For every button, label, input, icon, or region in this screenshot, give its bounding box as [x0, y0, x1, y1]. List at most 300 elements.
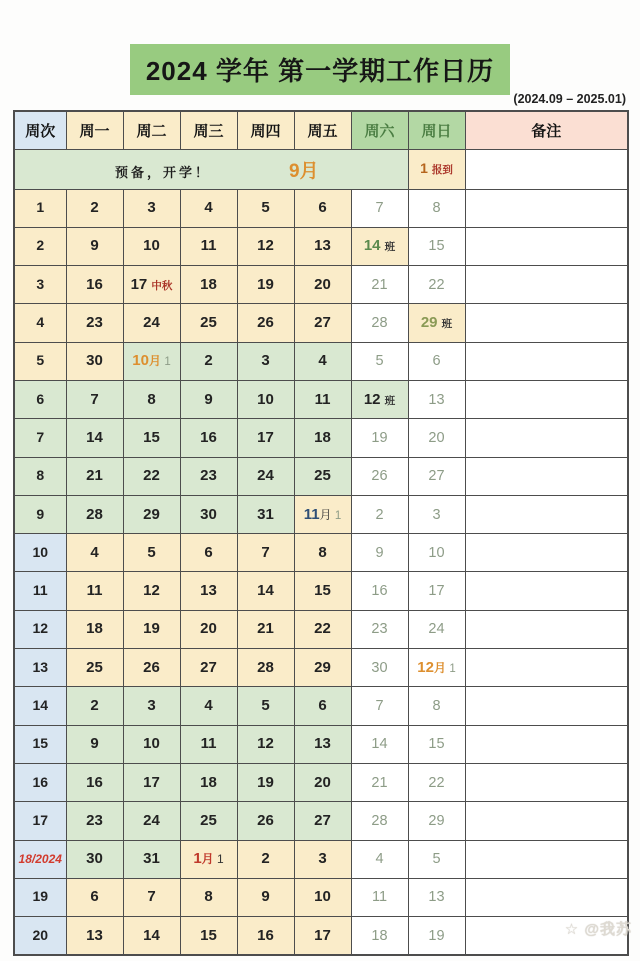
cell-text: 13 [32, 658, 49, 675]
cell-text: 5 [432, 851, 441, 868]
cell-text: 21 [257, 620, 274, 638]
cell-text: 2 [90, 697, 99, 714]
remark-cell [465, 725, 628, 763]
day-cell [66, 572, 123, 610]
cell-text: 7 [261, 543, 270, 561]
day-cell [294, 649, 351, 687]
day-cell [123, 266, 180, 304]
day-cell [180, 266, 237, 304]
cell-text: 10 [257, 390, 274, 408]
watermark-logo-icon: ☆ [564, 921, 580, 938]
day-cell [66, 917, 123, 955]
page-title: 2024 学年 第一学期工作日历 [130, 44, 510, 95]
day-cell [180, 534, 237, 572]
week-number-cell [14, 342, 66, 380]
week-number-cell [14, 534, 66, 572]
day-cell [237, 878, 294, 916]
header-label: 周二 [136, 122, 167, 140]
cell-text: 4 [375, 851, 384, 868]
cell-text: 11 [314, 390, 331, 408]
day-cell [408, 495, 465, 533]
week-row [14, 917, 628, 955]
day-cell [237, 840, 294, 878]
week-number-cell [14, 189, 66, 227]
day-cell [294, 227, 351, 265]
cell-text: 20 [428, 429, 445, 446]
week-row [14, 649, 628, 687]
week-row [14, 495, 628, 533]
day-cell [351, 227, 408, 265]
day-cell [408, 419, 465, 457]
day-cell [237, 610, 294, 648]
watermark [565, 918, 632, 939]
day-cell [351, 840, 408, 878]
cell-text: 13 [428, 889, 445, 906]
day-cell [123, 840, 180, 878]
day-cell [237, 917, 294, 955]
cell-text: 28 [371, 812, 388, 829]
remark-cell [465, 802, 628, 840]
cell-text: 9 [36, 505, 45, 522]
cell-text: 17 [130, 275, 152, 293]
cell-text: 16 [86, 773, 103, 791]
cell-text: 2 [90, 199, 99, 217]
cell-text: 13 [314, 237, 331, 255]
header-label: 周四 [250, 122, 281, 140]
cell-text: 3 [147, 199, 156, 217]
cell-text: 19 [371, 429, 388, 446]
cell-text: 4 [318, 352, 327, 370]
cell-text: 11 [371, 889, 388, 906]
cell-text: 10 [143, 735, 160, 753]
cell-text: 16 [257, 926, 274, 944]
day-cell [123, 419, 180, 457]
cell-text: 班 [441, 318, 453, 331]
day-cell [123, 802, 180, 840]
day-cell [123, 189, 180, 227]
header-cell [123, 111, 180, 149]
cell-text: 17 [314, 926, 331, 944]
day-cell [351, 917, 408, 955]
cell-text: 27 [314, 314, 331, 332]
cell-text: 25 [200, 811, 217, 829]
week-row [14, 840, 628, 878]
cell-text: 10 [132, 352, 149, 370]
day-cell [408, 572, 465, 610]
remark-cell [465, 266, 628, 304]
day-cell [180, 572, 237, 610]
remark-cell [465, 534, 628, 572]
header-cell [14, 111, 66, 149]
week-row [14, 342, 628, 380]
day-cell [294, 419, 351, 457]
day-cell [66, 610, 123, 648]
cell-text: 7 [36, 428, 45, 445]
cell-text: 25 [86, 658, 103, 676]
day-cell [123, 380, 180, 418]
week-number-cell [14, 649, 66, 687]
title-row [0, 44, 640, 95]
day-cell [237, 763, 294, 801]
day-cell [66, 495, 123, 533]
day-cell [123, 725, 180, 763]
cell-text: 15 [200, 926, 217, 944]
cell-text: 30 [86, 850, 103, 868]
cell-text: 12 [143, 582, 160, 600]
header-cell [66, 111, 123, 149]
cell-text: 12 [257, 735, 274, 753]
header-label: 备注 [531, 122, 562, 140]
week-number-cell [14, 380, 66, 418]
cell-text: 1 [193, 850, 202, 868]
cell-text: 月 [433, 660, 450, 675]
cell-text: 19 [32, 888, 49, 905]
cell-text: 17 [32, 811, 49, 828]
cell-text: 8 [318, 543, 327, 561]
day-cell [351, 457, 408, 495]
day-cell [123, 304, 180, 342]
day-cell [294, 457, 351, 495]
cell-text: 29 [420, 314, 442, 332]
cell-text: 22 [428, 276, 445, 293]
day-cell [294, 304, 351, 342]
header-label: 周六 [364, 122, 395, 140]
cell-text: 16 [371, 583, 388, 600]
cell-text: 班 [384, 241, 396, 254]
week-row [14, 380, 628, 418]
day-cell [180, 342, 237, 380]
day-cell [66, 266, 123, 304]
day-cell [351, 725, 408, 763]
week-number-cell [14, 725, 66, 763]
week-number-cell [14, 763, 66, 801]
cell-text: 8 [432, 200, 441, 217]
week-number-cell [14, 304, 66, 342]
cell-text: 3 [36, 275, 45, 292]
day-cell [123, 342, 180, 380]
header-label: 周次 [25, 122, 56, 140]
cell-text: 6 [36, 390, 45, 407]
remark-cell [465, 227, 628, 265]
cell-text: 18 [371, 927, 388, 944]
cell-text: 12 [417, 658, 434, 676]
day-cell [351, 878, 408, 916]
cell-text: 23 [86, 811, 103, 829]
day-cell [237, 725, 294, 763]
cell-text: 29 [314, 658, 331, 676]
cell-text: 12 [257, 237, 274, 255]
day-cell [123, 687, 180, 725]
header-cell [351, 111, 408, 149]
day-cell [408, 649, 465, 687]
header-label: 周三 [193, 122, 224, 140]
day-cell [408, 840, 465, 878]
cell-text: 16 [86, 275, 103, 293]
day-cell [294, 189, 351, 227]
cell-text: 9 [90, 735, 99, 753]
remark-cell [465, 649, 628, 687]
cell-text: 20 [314, 773, 331, 791]
cell-text: 14 [371, 736, 388, 753]
remark-cell [465, 189, 628, 227]
cell-text: 11 [200, 735, 217, 753]
day-cell [294, 802, 351, 840]
day-cell [66, 380, 123, 418]
cell-text: 16 [32, 773, 49, 790]
day-cell [180, 380, 237, 418]
remark-cell [465, 419, 628, 457]
cell-text: 月 [201, 852, 217, 867]
week-row [14, 802, 628, 840]
cell-text: 4 [90, 543, 99, 561]
day-cell [408, 878, 465, 916]
remark-cell [465, 342, 628, 380]
day-cell [408, 917, 465, 955]
month-banner-cell [14, 149, 408, 189]
day-cell [66, 763, 123, 801]
header-label: 周日 [421, 122, 452, 140]
cell-text: 15 [428, 238, 445, 255]
day-cell [408, 304, 465, 342]
day-cell [237, 304, 294, 342]
day-cell [123, 610, 180, 648]
day-cell [237, 495, 294, 533]
week-row [14, 227, 628, 265]
cell-text: 17 [143, 773, 160, 791]
remark-cell [465, 572, 628, 610]
cell-text: 月 [319, 507, 335, 522]
day-cell [294, 495, 351, 533]
day-cell [294, 840, 351, 878]
cell-text: 14 [143, 926, 160, 944]
cell-text: 8 [432, 698, 441, 714]
september-banner-row [14, 149, 628, 189]
week-row [14, 189, 628, 227]
week-row [14, 725, 628, 763]
cell-text: 15 [143, 428, 160, 446]
cell-text: 19 [257, 773, 274, 791]
cell-text: 26 [143, 658, 160, 676]
day-cell [351, 342, 408, 380]
day-cell [294, 725, 351, 763]
cell-text: 13 [428, 391, 445, 408]
day-cell [351, 763, 408, 801]
cell-text: 30 [86, 352, 103, 370]
week-row [14, 687, 628, 725]
day-cell [237, 572, 294, 610]
day-cell [66, 649, 123, 687]
day-cell [408, 610, 465, 648]
day-cell [180, 495, 237, 533]
cell-text: 11 [200, 237, 217, 255]
cell-text: 4 [204, 199, 213, 217]
header-cell [294, 111, 351, 149]
day-cell [66, 725, 123, 763]
cell-text: 6 [432, 353, 441, 370]
day-cell [408, 687, 465, 725]
day-cell [66, 802, 123, 840]
cell-text: 6 [318, 697, 327, 714]
month-label: 9月 [289, 160, 319, 182]
cell-text: 中秋 [151, 279, 173, 292]
calendar-table [13, 110, 629, 956]
day-cell [180, 917, 237, 955]
day-cell [180, 687, 237, 725]
day-cell [237, 227, 294, 265]
day-cell [408, 149, 465, 189]
handwritten-note: 预备，开学！ [115, 164, 212, 180]
cell-text: 1 [164, 356, 171, 369]
remark-cell [465, 610, 628, 648]
cell-text: 27 [314, 811, 331, 829]
day-cell [237, 342, 294, 380]
day-cell [180, 457, 237, 495]
cell-text: 18/2024 [18, 852, 62, 867]
cell-text: 6 [90, 888, 99, 906]
week-number-cell [14, 457, 66, 495]
cell-text: 11 [303, 505, 320, 523]
date-range: (2024.09 – 2025.01) [513, 92, 626, 106]
cell-text: 5 [261, 199, 270, 217]
remark-cell [465, 495, 628, 533]
cell-text: 30 [200, 505, 217, 523]
day-cell [66, 189, 123, 227]
day-cell [294, 266, 351, 304]
cell-text: 21 [86, 467, 103, 485]
cell-text: 5 [36, 352, 45, 369]
day-cell [294, 342, 351, 380]
cell-text: 22 [143, 467, 160, 485]
cell-text: 1 [334, 509, 342, 522]
cell-text: 13 [200, 582, 217, 600]
cell-text: 24 [428, 621, 445, 638]
cell-text: 27 [428, 468, 445, 485]
day-cell [180, 763, 237, 801]
cell-text: 8 [147, 390, 156, 408]
cell-text: 28 [86, 505, 103, 523]
cell-text: 16 [200, 428, 217, 446]
cell-text: 1 [36, 199, 45, 216]
remark-cell [465, 304, 628, 342]
cell-text: 3 [261, 352, 270, 370]
cell-text: 21 [371, 774, 388, 791]
day-cell [66, 878, 123, 916]
day-cell [66, 457, 123, 495]
cell-text: 26 [257, 314, 274, 332]
cell-text: 5 [375, 353, 384, 370]
cell-text: 5 [261, 697, 270, 714]
cell-text: 11 [32, 582, 48, 599]
header-cell [180, 111, 237, 149]
cell-text: 26 [257, 811, 274, 829]
week-row [14, 534, 628, 572]
cell-text: 9 [375, 544, 384, 561]
week-row [14, 419, 628, 457]
day-cell [351, 649, 408, 687]
cell-text: 29 [428, 812, 445, 829]
day-cell [351, 419, 408, 457]
cell-text: 14 [32, 697, 49, 713]
cell-text: 15 [428, 736, 445, 753]
day-cell [180, 227, 237, 265]
cell-text: 1 [449, 662, 456, 675]
day-cell [408, 763, 465, 801]
day-cell [123, 457, 180, 495]
cell-text: 20 [32, 926, 49, 943]
remark-cell [465, 840, 628, 878]
day-cell [408, 342, 465, 380]
cell-text: 18 [200, 773, 217, 791]
cell-text: 11 [86, 582, 103, 600]
week-row [14, 457, 628, 495]
day-cell [408, 189, 465, 227]
week-row [14, 266, 628, 304]
day-cell [180, 840, 237, 878]
cell-text: 19 [143, 620, 160, 638]
day-cell [123, 763, 180, 801]
header-cell [408, 111, 465, 149]
day-cell [66, 840, 123, 878]
day-cell [408, 725, 465, 763]
cell-text: 10 [143, 237, 160, 255]
cell-text: 7 [90, 390, 99, 408]
remark-cell [465, 687, 628, 725]
day-cell [180, 802, 237, 840]
header-label: 周五 [307, 122, 338, 140]
header-row [14, 111, 628, 149]
day-cell [408, 380, 465, 418]
cell-text: 20 [200, 620, 217, 638]
week-number-cell [14, 572, 66, 610]
day-cell [66, 342, 123, 380]
cell-text: 31 [143, 850, 160, 868]
day-cell [180, 878, 237, 916]
week-number-cell [14, 687, 66, 725]
day-cell [351, 687, 408, 725]
remark-cell [465, 149, 628, 189]
day-cell [294, 763, 351, 801]
cell-text: 30 [371, 659, 388, 676]
cell-text: 班 [384, 394, 396, 407]
cell-text: 6 [318, 199, 327, 217]
cell-text: 22 [428, 774, 445, 791]
day-cell [294, 610, 351, 648]
day-cell [351, 610, 408, 648]
week-number-cell [14, 917, 66, 955]
day-cell [237, 457, 294, 495]
cell-text: 28 [257, 658, 274, 676]
day-cell [123, 649, 180, 687]
week-row [14, 610, 628, 648]
day-cell [180, 419, 237, 457]
cell-text: 18 [200, 275, 217, 293]
cell-text: 3 [318, 850, 327, 868]
cell-text: 13 [314, 735, 331, 753]
cell-text: 6 [204, 543, 213, 561]
day-cell [294, 917, 351, 955]
day-cell [123, 495, 180, 533]
day-cell [294, 534, 351, 572]
remark-cell [465, 380, 628, 418]
week-row [14, 304, 628, 342]
day-cell [294, 380, 351, 418]
cell-text: 2 [375, 506, 384, 523]
cell-text: 报到 [431, 164, 453, 176]
day-cell [294, 878, 351, 916]
cell-text: 23 [86, 314, 103, 332]
day-cell [408, 457, 465, 495]
day-cell [408, 534, 465, 572]
